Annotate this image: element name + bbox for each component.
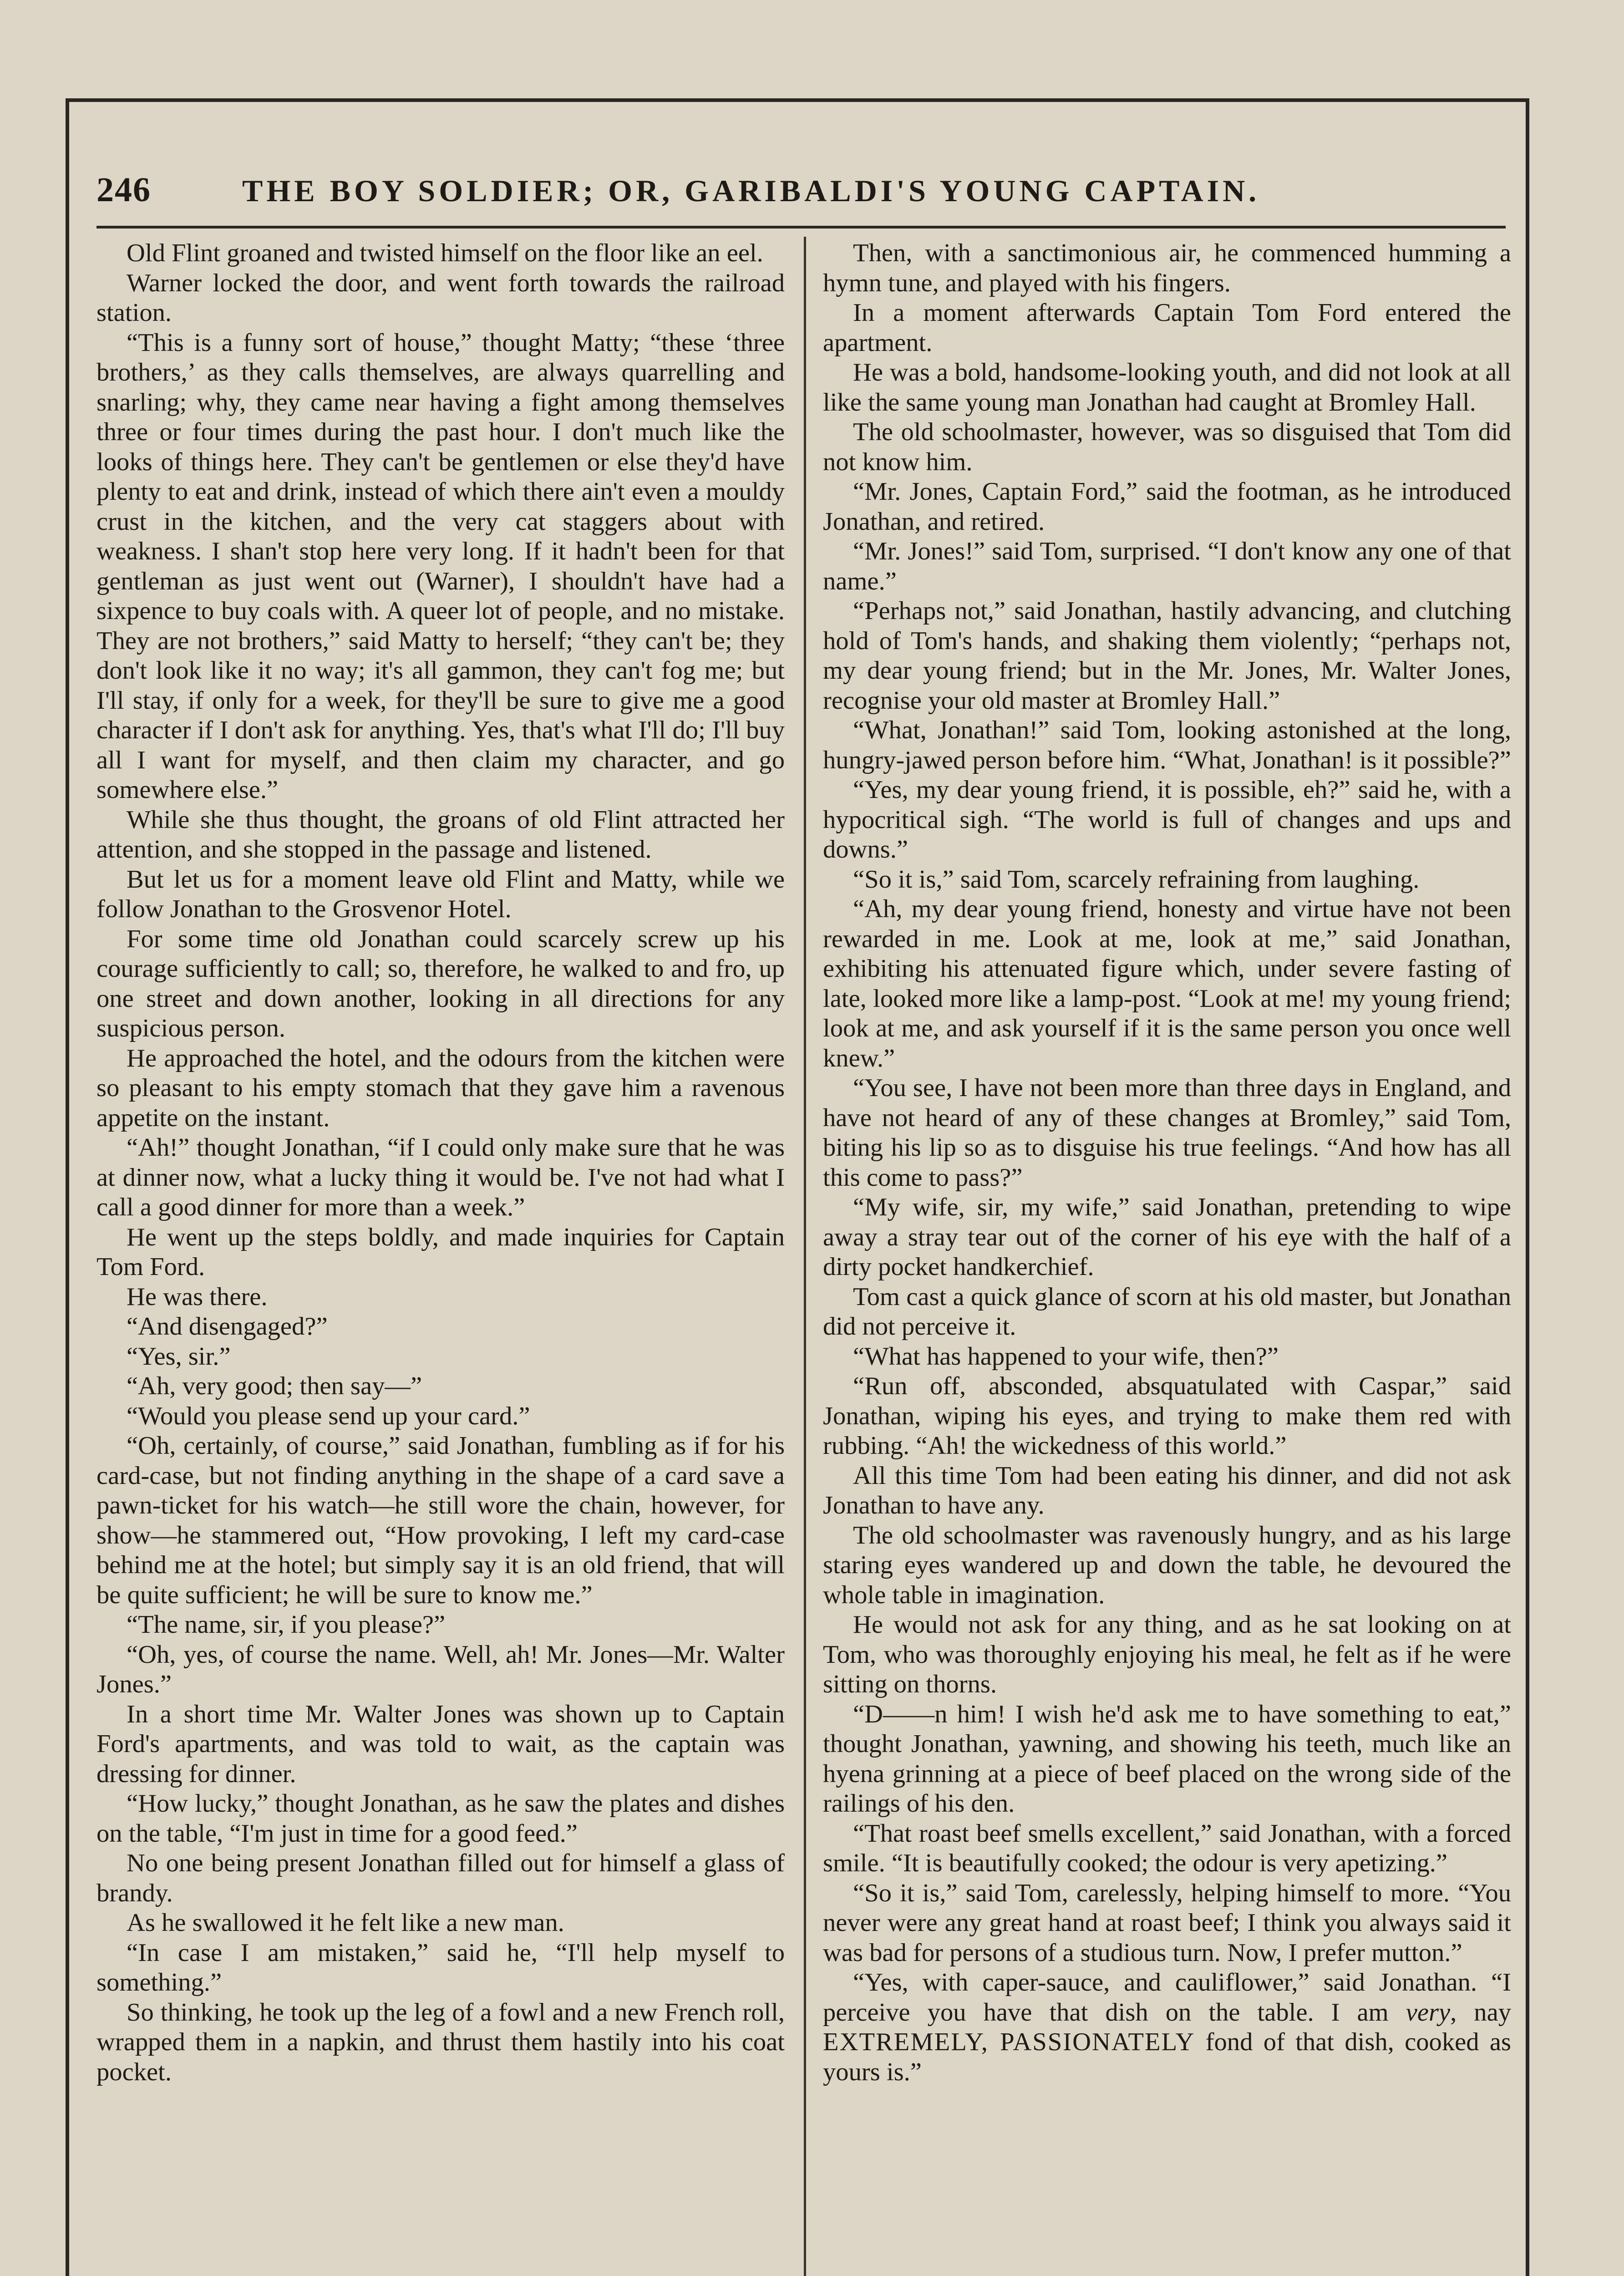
left-paragraph: “Would you please send up your card.” <box>127 1402 530 1430</box>
left-paragraph: No one being present Jonathan filled out for himself a glass of brandy. <box>96 1849 785 1907</box>
right-paragraph: “Run off, absconded, absquatulated with Caspar,” said Jonathan, wiping his eyes, and trying to make them red with rubbing. “Ah! the wickedness of this world.” <box>823 1372 1511 1460</box>
left-paragraph: “In case I am mistaken,” said he, “I'll help myself to something.” <box>96 1938 785 1997</box>
left-paragraph: As he swallowed it he felt like a new man. <box>127 1909 564 1937</box>
left-paragraph: For some time old Jonathan could scarcely screw up his courage sufficiently to call; so, therefore, he walked to and fro, up one street and down another, looking in all directions for any suspicious person. <box>96 925 785 1042</box>
right-paragraph: “Ah, my dear young friend, honesty and virtue have not been rewarded in me. Look at me, look at me,” said Jonathan, exhibiting his attenuated figure which, under severe fasting of late, looked more like a lamp-post. “Look at me! my young friend; look at me, and ask yourself if it is the same person you once well knew.” <box>823 895 1511 1072</box>
right-paragraph: “Perhaps not,” said Jonathan, hastily advancing, and clutching hold of Tom's hands, and shaking them violently; “perhaps not, my dear young friend; but in the Mr. Jones, Mr. Walter Jones, recognise your old master at Bromley Hall.” <box>823 597 1511 715</box>
right-column <box>823 239 1511 2276</box>
emphasis-small-caps: EXTREMELY, PASSIONATELY <box>823 2028 1195 2056</box>
left-paragraph: “Oh, certainly, of course,” said Jonathan, fumbling as if for his card-case, but not finding anything in the shape of a card save a pawn-ticket for his watch—he still wore the chain, however, for show—he stammered out, “How provoking, I left my card-case behind me at the hotel; but simply say it is an old friend, that will be quite sufficient; he will be sure to know me.” <box>96 1432 785 1609</box>
right-paragraph: “Yes, my dear young friend, it is possible, eh?” said he, with a hypocritical sigh. “The world is full of changes and ups and downs.” <box>823 776 1511 864</box>
emphasis-very: very <box>1406 1998 1451 2027</box>
right-column-body <box>823 239 1511 1968</box>
left-paragraph: While she thus thought, the groans of old Flint attracted her attention, and she stopped in the passage and listened. <box>96 805 785 864</box>
page-number: 246 <box>96 171 151 209</box>
right-paragraph: He was a bold, handsome-looking youth, and did not look at all like the same young man Jonathan had caught at Bromley Hall. <box>823 358 1511 417</box>
right-paragraph: “Mr. Jones!” said Tom, surprised. “I don't know any one of that name.” <box>823 537 1511 595</box>
left-paragraph: So thinking, he took up the leg of a fowl and a new French roll, wrapped them in a napkin, and thrust them hastily into his coat pocket. <box>96 1998 785 2086</box>
left-paragraph: He was there. <box>127 1282 268 1311</box>
right-paragraph: “That roast beef smells excellent,” said Jonathan, with a forced smile. “It is beautifully cooked; the odour is very apetizing.” <box>823 1819 1511 1877</box>
right-paragraph: “Mr. Jones, Captain Ford,” said the footman, as he introduced Jonathan, and retired. <box>823 478 1511 536</box>
right-paragraph: “D——n him! I wish he'd ask me to have something to eat,” thought Jonathan, yawning, and showing his teeth, much like an hyena grinning at a piece of beef placed on the wrong side of the railings of his den. <box>823 1700 1511 1818</box>
left-paragraph: Old Flint groaned and twisted himself on the floor like an eel. <box>127 239 763 267</box>
left-paragraph: “How lucky,” thought Jonathan, as he saw the plates and dishes on the table, “I'm just in time for a good feed.” <box>96 1789 785 1848</box>
column-divider <box>804 237 806 2276</box>
right-paragraph: Tom cast a quick glance of scorn at his old master, but Jonathan did not perceive it. <box>823 1282 1511 1341</box>
right-paragraph: “You see, I have not been more than three days in England, and have not heard of any of these changes at Bromley,” said Tom, biting his lip so as to disguise his true feelings. “And how has all this come to pass?” <box>823 1074 1511 1192</box>
page-header <box>96 170 1507 225</box>
running-title: THE BOY SOLDIER; OR, GARIBALDI'S YOUNG CAPTAIN. <box>242 173 1260 208</box>
left-column <box>96 239 785 2276</box>
right-paragraph: All this time Tom had been eating his dinner, and did not ask Jonathan to have any. <box>823 1461 1511 1519</box>
right-paragraph: “My wife, sir, my wife,” said Jonathan, pretending to wipe away a stray tear out of the corner of his eye with the half of a dirty pocket handkerchief. <box>823 1193 1511 1281</box>
right-paragraph: “So it is,” said Tom, carelessly, helping himself to more. “You never were any great hand at roast beef; I think you always said it was bad for persons of a studious turn. Now, I prefer mutton.” <box>823 1879 1511 1967</box>
right-paragraph: In a moment afterwards Captain Tom Ford entered the apartment. <box>823 299 1511 357</box>
left-paragraph: “This is a funny sort of house,” thought Matty; “these ‘three brothers,’ as they calls themselves, are always quarrelling and snarling; why, they came near having a fight among themselves three or four times during the past hour. I don't much like the looks of things here. They can't be gentlemen or else they'd have plenty to eat and drink, instead of which there ain't even a mouldy crust in the kitchen, and the very cat staggers about with weakness. I shan't stop here very long. If it hadn't been for that gentleman as just went out (Warner), I shouldn't have had a sixpence to buy coals with. A queer lot of people, and no mistake. They are not brothers,” said Matty to herself; “they can't be; they don't look like it no way; it's all gammon, they can't fog me; but I'll stay, if only for a week, for they'll be sure to give me a good character if I don't ask for anything. Yes, that's what I'll do; I'll buy all I want for myself, and then claim my character, and go somewhere else.” <box>96 328 785 804</box>
left-paragraph: Warner locked the door, and went forth towards the railroad station. <box>96 269 785 327</box>
left-paragraph: “Ah!” thought Jonathan, “if I could only make sure that he was at dinner now, what a lucky thing it would be. I've not had what I call a good dinner for more than a week.” <box>96 1133 785 1221</box>
left-paragraph: “Yes, sir.” <box>127 1342 231 1371</box>
right-paragraph: “What, Jonathan!” said Tom, looking astonished at the long, hungry-jawed person before him. “What, Jonathan! is it possible?” <box>823 716 1511 774</box>
left-paragraph: In a short time Mr. Walter Jones was shown up to Captain Ford's apartments, and was told to wait, as the captain was dressing for dinner. <box>96 1700 785 1788</box>
left-paragraph: He went up the steps boldly, and made inquiries for Captain Tom Ford. <box>96 1223 785 1281</box>
paragraph-final: “Yes, with caper-sauce, and cauliflower,” said Jonathan. “I perceive you have that dish on the table. I am very, nay EXTREMELY, PASSIONATELY fond of that dish, cooked as yours is.” <box>823 1968 1511 2086</box>
right-paragraph: “What has happened to your wife, then?” <box>853 1342 1279 1371</box>
left-paragraph: “Ah, very good; then say—” <box>127 1372 422 1400</box>
left-paragraph: “Oh, yes, of course the name. Well, ah! Mr. Jones—Mr. Walter Jones.” <box>96 1640 785 1698</box>
right-paragraph: The old schoolmaster, however, was so disguised that Tom did not know him. <box>823 418 1511 476</box>
header-rule <box>96 226 1506 229</box>
right-paragraph: Then, with a sanctimonious air, he commenced humming a hymn tune, and played with his fingers. <box>823 239 1511 297</box>
left-paragraph: He approached the hotel, and the odours from the kitchen were so pleasant to his empty stomach that they gave him a ravenous appetite on the instant. <box>96 1044 785 1132</box>
page-frame <box>66 98 1529 2276</box>
right-paragraph: He would not ask for any thing, and as he sat looking on at Tom, who was thoroughly enjoying his meal, he felt as if he were sitting on thorns. <box>823 1610 1511 1698</box>
right-paragraph: “So it is,” said Tom, scarcely refraining from laughing. <box>853 865 1420 894</box>
left-paragraph: “The name, sir, if you please?” <box>127 1610 446 1639</box>
left-paragraph: But let us for a moment leave old Flint and Matty, while we follow Jonathan to the Grosvenor Hotel. <box>96 865 785 923</box>
right-paragraph: The old schoolmaster was ravenously hungry, and as his large staring eyes wandered up and down the table, he devoured the whole table in imagination. <box>823 1521 1511 1609</box>
left-paragraph: “And disengaged?” <box>127 1312 328 1341</box>
